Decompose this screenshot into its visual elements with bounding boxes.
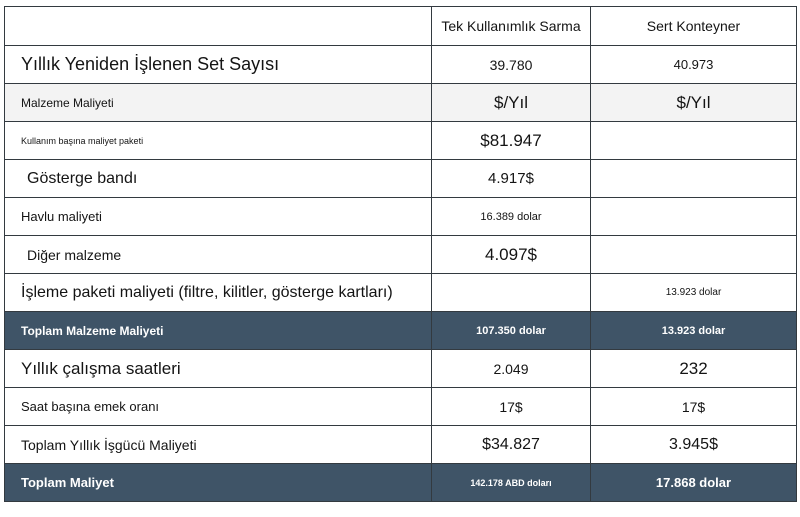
row-label: İşleme paketi maliyeti (filtre, kilitler, gösterge kartları)	[5, 274, 432, 312]
row-label: Kullanım başına maliyet paketi	[5, 122, 432, 160]
container-value	[591, 160, 797, 198]
table-row	[5, 236, 797, 274]
wrap-value	[432, 274, 591, 312]
wrap-value: 107.350 dolar	[432, 312, 591, 350]
wrap-value: 17$	[432, 388, 591, 426]
container-value: 17.868 dolar	[591, 464, 797, 502]
wrap-value: 4.917$	[432, 160, 591, 198]
row-label: Malzeme Maliyeti	[5, 84, 432, 122]
container-value	[591, 236, 797, 274]
header-label-cell	[5, 7, 432, 46]
cost-comparison-table	[4, 6, 797, 502]
container-value: 17$	[591, 388, 797, 426]
row-label: Yıllık Yeniden İşlenen Set Sayısı	[5, 46, 432, 84]
table-row	[5, 274, 797, 312]
row-label: Havlu maliyeti	[5, 198, 432, 236]
table-row	[5, 198, 797, 236]
container-value: 40.973	[591, 46, 797, 84]
header-rigid-container: Sert Konteyner	[591, 7, 797, 46]
wrap-value: 16.389 dolar	[432, 198, 591, 236]
wrap-value: 142.178 ABD doları	[432, 464, 591, 502]
container-value: 13.923 dolar	[591, 274, 797, 312]
table-row	[5, 122, 797, 160]
container-value: $/Yıl	[591, 84, 797, 122]
container-value: 13.923 dolar	[591, 312, 797, 350]
row-label: Saat başına emek oranı	[5, 388, 432, 426]
wrap-value: $34.827	[432, 426, 591, 464]
container-value: 232	[591, 350, 797, 388]
container-value	[591, 122, 797, 160]
table-row	[5, 350, 797, 388]
container-value: 3.945$	[591, 426, 797, 464]
wrap-value: 4.097$	[432, 236, 591, 274]
table-row	[5, 84, 797, 122]
table-row-total-cost	[5, 464, 797, 502]
row-label: Yıllık çalışma saatleri	[5, 350, 432, 388]
row-label: Toplam Yıllık İşgücü Maliyeti	[5, 426, 432, 464]
header-disposable-wrap: Tek Kullanımlık Sarma	[432, 7, 591, 46]
row-label: Gösterge bandı	[5, 160, 432, 198]
table-row	[5, 388, 797, 426]
container-value	[591, 198, 797, 236]
table-row	[5, 426, 797, 464]
wrap-value: $81.947	[432, 122, 591, 160]
wrap-value: $/Yıl	[432, 84, 591, 122]
table-row	[5, 160, 797, 198]
row-label: Toplam Maliyet	[5, 464, 432, 502]
wrap-value: 2.049	[432, 350, 591, 388]
row-label: Diğer malzeme	[5, 236, 432, 274]
wrap-value: 39.780	[432, 46, 591, 84]
table-row-total-material	[5, 312, 797, 350]
row-label: Toplam Malzeme Maliyeti	[5, 312, 432, 350]
header-row	[5, 7, 797, 46]
table-row	[5, 46, 797, 84]
